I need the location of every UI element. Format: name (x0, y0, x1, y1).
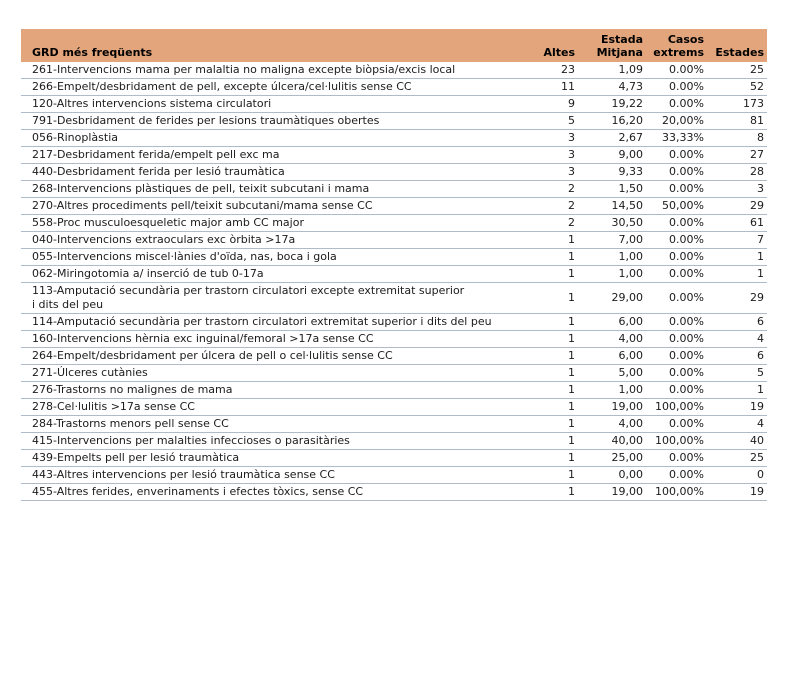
casos-extrems-cell: 0.00% (646, 348, 707, 365)
casos-extrems-cell: 0.00% (646, 467, 707, 484)
casos-extrems-cell: 0.00% (646, 266, 707, 283)
table-row (21, 130, 767, 147)
estades-cell: 81 (707, 113, 767, 130)
grd-cell-line1: 264-Empelt/desbridament per úlcera de pell o cel·lulitis sense CC (32, 349, 393, 362)
altes-cell: 1 (521, 283, 578, 314)
altes-cell: 1 (521, 416, 578, 433)
grd-cell (21, 399, 521, 416)
grd-cell (21, 215, 521, 232)
table-row (21, 164, 767, 181)
col-header-casos-extrems (646, 29, 707, 62)
estades-cell: 1 (707, 249, 767, 266)
casos-extrems-cell: 0.00% (646, 450, 707, 467)
grd-cell (21, 348, 521, 365)
grd-cell (21, 198, 521, 215)
grd-cell-line1: 268-Intervencions plàstiques de pell, teixit subcutani i mama (32, 182, 370, 195)
col-header-casos-line2: extrems (653, 46, 704, 59)
grd-cell-line1: 114-Amputació secundària per trastorn circulatori extremitat superior i dits del peu (32, 315, 492, 328)
estada-mitjana-cell: 7,00 (578, 232, 646, 249)
casos-extrems-cell: 100,00% (646, 433, 707, 450)
table-row (21, 215, 767, 232)
estada-mitjana-cell: 1,00 (578, 249, 646, 266)
col-header-estada-line2: Mitjana (596, 46, 643, 59)
grd-cell (21, 382, 521, 399)
estada-mitjana-cell: 2,67 (578, 130, 646, 147)
grd-cell-line1: 120-Altres intervencions sistema circulatori (32, 97, 272, 110)
altes-cell: 1 (521, 314, 578, 331)
grd-cell (21, 147, 521, 164)
casos-extrems-cell: 0.00% (646, 215, 707, 232)
estades-cell: 8 (707, 130, 767, 147)
estades-cell: 1 (707, 382, 767, 399)
grd-cell (21, 365, 521, 382)
estada-mitjana-cell: 9,33 (578, 164, 646, 181)
estades-cell: 173 (707, 96, 767, 113)
grd-cell (21, 249, 521, 266)
estada-mitjana-cell: 4,00 (578, 416, 646, 433)
grd-cell-line1: 266-Empelt/desbridament de pell, excepte úlcera/cel·lulitis sense CC (32, 80, 412, 93)
altes-cell: 2 (521, 215, 578, 232)
col-header-grd (21, 29, 521, 62)
grd-cell-line1: 276-Trastorns no malignes de mama (32, 383, 233, 396)
estades-cell: 61 (707, 215, 767, 232)
table-row (21, 283, 767, 314)
altes-cell: 1 (521, 450, 578, 467)
altes-cell: 2 (521, 181, 578, 198)
casos-extrems-cell: 0.00% (646, 331, 707, 348)
casos-extrems-cell: 0.00% (646, 181, 707, 198)
grd-cell (21, 181, 521, 198)
altes-cell: 1 (521, 266, 578, 283)
altes-cell: 3 (521, 130, 578, 147)
col-header-estades-label: Estades (715, 46, 764, 59)
table-row (21, 484, 767, 501)
estada-mitjana-cell: 5,00 (578, 365, 646, 382)
estada-mitjana-cell: 16,20 (578, 113, 646, 130)
estades-cell: 28 (707, 164, 767, 181)
estada-mitjana-cell: 30,50 (578, 215, 646, 232)
grd-cell (21, 283, 521, 314)
altes-cell: 1 (521, 433, 578, 450)
casos-extrems-cell: 0.00% (646, 96, 707, 113)
table-row (21, 450, 767, 467)
estades-cell: 19 (707, 484, 767, 501)
casos-extrems-cell: 0.00% (646, 232, 707, 249)
grd-cell (21, 79, 521, 96)
grd-cell (21, 232, 521, 249)
estades-cell: 3 (707, 181, 767, 198)
grd-cell-line1: 455-Altres ferides, enverinaments i efectes tòxics, sense CC (32, 485, 364, 498)
grd-cell-line1: 056-Rinoplàstia (32, 131, 118, 144)
grd-cell-line1: 160-Intervencions hèrnia exc inguinal/femoral >17a sense CC (32, 332, 374, 345)
table-row (21, 249, 767, 266)
altes-cell: 1 (521, 348, 578, 365)
casos-extrems-cell: 100,00% (646, 484, 707, 501)
estada-mitjana-cell: 1,00 (578, 266, 646, 283)
estades-cell: 29 (707, 283, 767, 314)
table-row (21, 62, 767, 79)
altes-cell: 1 (521, 249, 578, 266)
casos-extrems-cell: 0.00% (646, 416, 707, 433)
altes-cell: 1 (521, 232, 578, 249)
grd-cell (21, 113, 521, 130)
altes-cell: 1 (521, 399, 578, 416)
altes-cell: 1 (521, 365, 578, 382)
estades-cell: 4 (707, 416, 767, 433)
casos-extrems-cell: 0.00% (646, 62, 707, 79)
col-header-estada-line1: Estada (600, 33, 643, 46)
col-header-altes-label: Altes (543, 46, 575, 59)
table-row (21, 399, 767, 416)
grd-cell (21, 467, 521, 484)
grd-cell-line1: 055-Intervencions miscel·lànies d'oïda, nas, boca i gola (32, 250, 337, 263)
grd-cell (21, 164, 521, 181)
table-row (21, 433, 767, 450)
col-header-casos-line1: Casos (667, 33, 704, 46)
altes-cell: 2 (521, 198, 578, 215)
altes-cell: 5 (521, 113, 578, 130)
grd-cell-line1: 062-Miringotomia a/ inserció de tub 0-17a (32, 267, 264, 280)
grd-cell-line1: 113-Amputació secundària per trastorn circulatori excepte extremitat superior (32, 284, 465, 297)
grd-cell-line1: 415-Intervencions per malalties infeccioses o parasitàries (32, 434, 350, 447)
estada-mitjana-cell: 0,00 (578, 467, 646, 484)
table-row (21, 198, 767, 215)
grd-cell-line1: 440-Desbridament ferida per lesió traumàtica (32, 165, 285, 178)
grd-cell-line1: 217-Desbridament ferida/empelt pell exc ma (32, 148, 280, 161)
estades-cell: 52 (707, 79, 767, 96)
estada-mitjana-cell: 1,50 (578, 181, 646, 198)
estades-cell: 6 (707, 314, 767, 331)
casos-extrems-cell: 0.00% (646, 164, 707, 181)
grd-cell (21, 62, 521, 79)
casos-extrems-cell: 0.00% (646, 147, 707, 164)
casos-extrems-cell: 33,33% (646, 130, 707, 147)
grd-cell-line1: 558-Proc musculoesqueletic major amb CC major (32, 216, 304, 229)
estades-cell: 7 (707, 232, 767, 249)
estada-mitjana-cell: 14,50 (578, 198, 646, 215)
col-header-estada-mitjana (578, 29, 646, 62)
estades-cell: 40 (707, 433, 767, 450)
table-body (21, 62, 767, 501)
altes-cell: 1 (521, 331, 578, 348)
estades-cell: 19 (707, 399, 767, 416)
table-row (21, 266, 767, 283)
grd-cell-line1: 439-Empelts pell per lesió traumàtica (32, 451, 240, 464)
grd-frequency-table (21, 29, 767, 501)
casos-extrems-cell: 0.00% (646, 365, 707, 382)
grd-report-sheet (21, 29, 767, 501)
table-row (21, 147, 767, 164)
estada-mitjana-cell: 19,00 (578, 484, 646, 501)
table-row (21, 96, 767, 113)
estades-cell: 27 (707, 147, 767, 164)
casos-extrems-cell: 20,00% (646, 113, 707, 130)
table-header-row (21, 29, 767, 62)
grd-cell (21, 484, 521, 501)
table-row (21, 113, 767, 130)
casos-extrems-cell: 0.00% (646, 314, 707, 331)
grd-cell (21, 130, 521, 147)
estades-cell: 1 (707, 266, 767, 283)
col-header-estades (707, 29, 767, 62)
estada-mitjana-cell: 9,00 (578, 147, 646, 164)
altes-cell: 11 (521, 79, 578, 96)
altes-cell: 1 (521, 382, 578, 399)
grd-cell (21, 331, 521, 348)
altes-cell: 3 (521, 164, 578, 181)
altes-cell: 3 (521, 147, 578, 164)
estades-cell: 0 (707, 467, 767, 484)
altes-cell: 9 (521, 96, 578, 113)
col-header-altes (521, 29, 578, 62)
grd-cell-line1: 278-Cel·lulitis >17a sense CC (32, 400, 195, 413)
estades-cell: 4 (707, 331, 767, 348)
grd-cell (21, 314, 521, 331)
altes-cell: 1 (521, 467, 578, 484)
grd-cell-line1: 040-Intervencions extraoculars exc òrbita >17a (32, 233, 296, 246)
estada-mitjana-cell: 19,00 (578, 399, 646, 416)
estades-cell: 29 (707, 198, 767, 215)
grd-cell-line2: i dits del peu (32, 298, 104, 311)
casos-extrems-cell: 0.00% (646, 382, 707, 399)
table-row (21, 382, 767, 399)
table-row (21, 365, 767, 382)
altes-cell: 23 (521, 62, 578, 79)
grd-cell-line1: 271-Úlceres cutànies (32, 366, 148, 379)
table-row (21, 331, 767, 348)
estada-mitjana-cell: 4,73 (578, 79, 646, 96)
grd-cell (21, 96, 521, 113)
casos-extrems-cell: 0.00% (646, 283, 707, 314)
casos-extrems-cell: 0.00% (646, 79, 707, 96)
estades-cell: 25 (707, 62, 767, 79)
casos-extrems-cell: 0.00% (646, 249, 707, 266)
grd-cell-line1: 791-Desbridament de ferides per lesions traumàtiques obertes (32, 114, 380, 127)
estades-cell: 25 (707, 450, 767, 467)
estada-mitjana-cell: 1,00 (578, 382, 646, 399)
casos-extrems-cell: 100,00% (646, 399, 707, 416)
grd-cell (21, 266, 521, 283)
estada-mitjana-cell: 19,22 (578, 96, 646, 113)
altes-cell: 1 (521, 484, 578, 501)
table-row (21, 348, 767, 365)
estada-mitjana-cell: 4,00 (578, 331, 646, 348)
table-row (21, 232, 767, 249)
grd-cell (21, 416, 521, 433)
grd-cell-line1: 443-Altres intervencions per lesió traumàtica sense CC (32, 468, 335, 481)
table-row (21, 314, 767, 331)
table-row (21, 467, 767, 484)
grd-cell (21, 433, 521, 450)
casos-extrems-cell: 50,00% (646, 198, 707, 215)
table-row (21, 181, 767, 198)
estada-mitjana-cell: 40,00 (578, 433, 646, 450)
grd-cell (21, 450, 521, 467)
estades-cell: 6 (707, 348, 767, 365)
grd-cell-line1: 270-Altres procediments pell/teixit subcutani/mama sense CC (32, 199, 373, 212)
table-row (21, 79, 767, 96)
table-row (21, 416, 767, 433)
grd-cell-line1: 284-Trastorns menors pell sense CC (32, 417, 229, 430)
estada-mitjana-cell: 6,00 (578, 348, 646, 365)
col-header-grd-label: GRD més freqüents (32, 46, 153, 59)
grd-cell-line1: 261-Intervencions mama per malaltia no maligna excepte biòpsia/excis local (32, 63, 456, 76)
estada-mitjana-cell: 29,00 (578, 283, 646, 314)
estada-mitjana-cell: 25,00 (578, 450, 646, 467)
estades-cell: 5 (707, 365, 767, 382)
estada-mitjana-cell: 1,09 (578, 62, 646, 79)
estada-mitjana-cell: 6,00 (578, 314, 646, 331)
